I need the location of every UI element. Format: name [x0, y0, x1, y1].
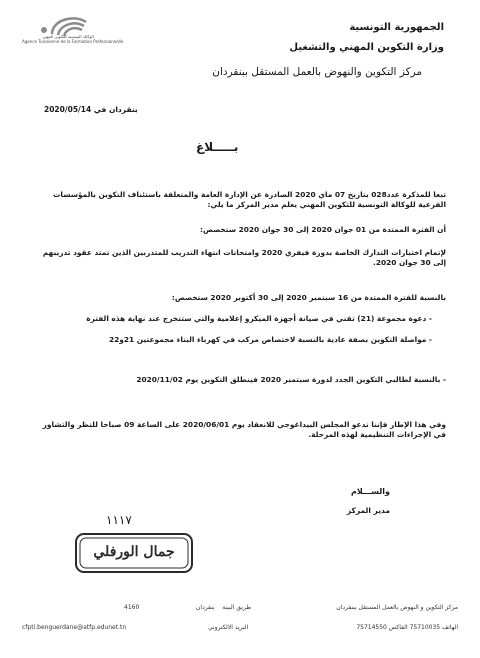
paragraph-exams: لإتمام اختبارات التدارك الخاصة بدورة فيفري 2020 وامتحانات انتهاء التدريب للمتدربين الذين تمتد عقود تدريبهم إلى 30 جوان 2020. [42, 248, 446, 267]
logo-line-fr: Agence Tunisienne de la Formation Professionnelle [22, 39, 124, 44]
logo-caption [22, 34, 124, 44]
footer-address [196, 604, 251, 611]
paragraph-september-period: بالنسبة للفترة الممتدة من 16 سبتمبر 2020 إلى 30 أكتوبر 2020 ستخصص: [171, 293, 446, 302]
header-country: الجمهورية التونسية [349, 22, 444, 33]
closing-greeting: والســـلام [351, 487, 390, 496]
logo-line-ar: الوكالة التونسية للتكوين المهني [42, 34, 94, 39]
footer-phone: الهاتف 75710035 الفاكس 75714550 [356, 624, 458, 631]
footer-email: cfpti.benguerdane@atfp.edunet.tn [22, 624, 127, 631]
document-title: بـــــلاغ [196, 140, 239, 154]
bullet-item: - بالنسبة لطالبي التكوين الجدد لدورة سبتمبر 2020 فينطلق التكوين يوم 2020/11/02 [136, 375, 446, 384]
paragraph-council: وفي هذا الإطار فإننا ندعو المجلس البيداغوجي للانعقاد يوم 2020/06/01 على الساعة 09 صباحا للنظر والتشاور في الإجراءات التنظيمية لهذه المرحلة. [42, 420, 446, 439]
paragraph-june-period: أن الفترة الممتدة من 01 جوان 2020 إلى 30 جوان 2020 ستخصص: [200, 225, 446, 234]
paragraph-intro: تبعا للمذكرة عدد028 بتاريخ 07 ماي 2020 الصادرة عن الإدارة العامة والمتعلقة باستئناف التكوين بالمؤسسات الفرعية للوكالة التونسية للتكوين المهني يعلم مدير المركز ما يلي: [53, 190, 446, 209]
bullet-item: - مواصلة التكوين بصفة عادية بالنسبة لاختصاص مركب في كهرباء البناء مجموعتين 21و22 [109, 335, 432, 344]
signature-mark: ١١١٧ [106, 513, 132, 527]
bullet-item: - دعوة مجموعة (21) تقني في صيانة أجهزة الميكرو إعلامية والتي ستتخرج عند نهاية هذه الفترة [86, 314, 432, 323]
header-ministry: وزارة التكوين المهني والتشغيل [289, 42, 444, 53]
footer-city: بنقردان [196, 604, 215, 611]
footer-road: طريق البينة [222, 604, 252, 611]
footer-org: مركز التكوين و النهوض بالعمل المستقل ببنقردان [336, 604, 458, 611]
date-line: بنقردان في 2020/05/14 [44, 105, 138, 114]
signer-title: مدير المركز [346, 506, 390, 515]
atfp-logo [22, 8, 124, 52]
header-center: مركز التكوين والنهوض بالعمل المستقل ببنقردان [212, 66, 422, 78]
stamp-name: جمال الورفلي [93, 544, 175, 560]
footer-email-label: البريد الالكتروني [208, 624, 249, 631]
footer-postal: 4160 [124, 604, 140, 611]
